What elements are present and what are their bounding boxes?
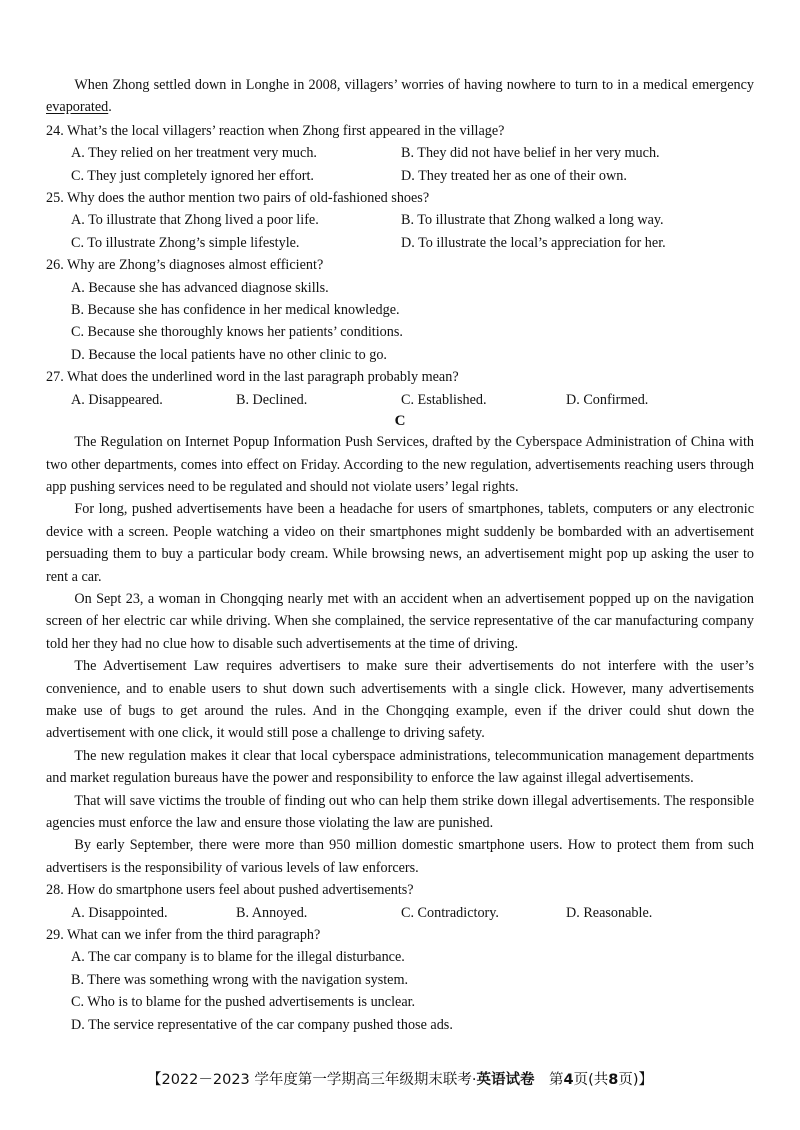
option-b: B. Declined. — [236, 391, 308, 408]
option-b: B. They did not have belief in her very much. — [401, 145, 660, 162]
question-29 — [46, 924, 754, 1036]
footer-subject: 英语试卷 — [476, 1072, 535, 1088]
question-24 — [46, 120, 754, 187]
question-27 — [46, 366, 754, 411]
footer-exam-title: 【2022－2023 学年度第一学期高三年级期末联考· — [146, 1072, 477, 1088]
passage-c — [46, 431, 754, 879]
option-c: C. Because she thoroughly knows her patients’ conditions. — [71, 324, 403, 341]
option-c: C. They just completely ignored her effort. — [71, 167, 314, 184]
underlined-word: evaporated — [46, 99, 109, 116]
passage-paragraph: For long, pushed advertisements have been a headache for users of smartphones, tablets, computers or any electronic device with a screen. People watching a video on their smartphones might suddenly be bombarded with an advertisement persuading them to buy a particular body cream. While browsing news, an advertisement might pop up asking the user to rent a car. — [46, 501, 754, 585]
options-row — [46, 232, 754, 254]
options-row — [46, 902, 754, 924]
option-a: A. The car company is to blame for the illegal disturbance. — [71, 949, 405, 966]
question-25 — [46, 187, 754, 254]
option-b: B. There was something wrong with the navigation system. — [71, 971, 409, 988]
section-heading-c: C — [394, 413, 406, 430]
option-d: D. Confirmed. — [566, 391, 649, 408]
option-d: D. Reasonable. — [566, 904, 653, 921]
question-stem: 24. What’s the local villagers’ reaction when Zhong first appeared in the village? — [46, 122, 505, 139]
option-d: D. They treated her as one of their own. — [401, 167, 627, 184]
paragraph-text-end: . — [108, 99, 112, 116]
footer-page-total: 8 — [608, 1072, 619, 1088]
option-a: A. To illustrate that Zhong lived a poor life. — [71, 212, 319, 229]
options-row — [46, 142, 754, 164]
footer-page-prefix: 第 — [534, 1072, 564, 1088]
footer-page-number: 4 — [563, 1072, 574, 1088]
paragraph-text: When Zhong settled down in Longhe in 2008, villagers’ worries of having nowhere to turn to in a medical emergency — [74, 77, 754, 93]
option-c: C. Who is to blame for the pushed advertisements is unclear. — [71, 994, 416, 1011]
passage-paragraph: On Sept 23, a woman in Chongqing nearly met with an accident when an advertisement popped up on the navigation screen of her electric car while driving. When she complained, the service representative of the car manufacturing company told her they had no clue how to disable such advertisements at the time of driving. — [46, 590, 754, 652]
question-stem: 29. What can we infer from the third paragraph? — [46, 927, 321, 944]
question-stem: 25. Why does the author mention two pairs of old-fashioned shoes? — [46, 190, 430, 207]
footer-page-suffix: 页)】 — [618, 1072, 654, 1088]
option-a: A. Disappeared. — [71, 391, 163, 408]
option-d: D. To illustrate the local’s appreciation for her. — [401, 234, 666, 251]
question-stem: 28. How do smartphone users feel about pushed advertisements? — [46, 882, 414, 899]
question-28 — [46, 879, 754, 924]
option-a: A. Because she has advanced diagnose skills. — [71, 279, 329, 296]
passage-paragraph: The new regulation makes it clear that local cyberspace administrations, telecommunication management departments and market regulation bureaus have the power and responsibility to enforce the law against illegal advertisements. — [46, 747, 754, 787]
passage-paragraph: By early September, there were more than 950 million domestic smartphone users. How to protect them from such advertisers is the responsibility of various levels of law enforcers. — [46, 837, 754, 876]
footer-page-middle: 页(共 — [573, 1072, 609, 1088]
page-content — [46, 74, 754, 1036]
passage-paragraph: That will save victims the trouble of finding out who can help them strike down illegal advertisements. The responsible agencies must enforce the law and ensure those violating the law are punished. — [46, 792, 754, 831]
question-stem: 26. Why are Zhong’s diagnoses almost efficient? — [46, 257, 324, 274]
passage-paragraph: The Regulation on Internet Popup Information Push Services, drafted by the Cyberspace Administration of China with two other departments, comes into effect on Friday. According to the new regulation, advertisements reaching users through app pushing services need to be regulated and should not violate users’ legal rights. — [46, 434, 754, 495]
option-b: B. Because she has confidence in her medical knowledge. — [71, 302, 400, 319]
option-c: C. To illustrate Zhong’s simple lifestyle. — [71, 234, 300, 251]
option-d: D. Because the local patients have no other clinic to go. — [71, 346, 387, 363]
question-26 — [46, 254, 754, 366]
option-b: B. To illustrate that Zhong walked a long way. — [401, 212, 664, 229]
option-d: D. The service representative of the car company pushed those ads. — [71, 1016, 453, 1033]
options-row — [46, 165, 754, 187]
passage-b-final-paragraph — [46, 74, 754, 119]
options-row — [46, 389, 754, 411]
option-c: C. Contradictory. — [401, 904, 499, 921]
options-row — [46, 209, 754, 231]
passage-paragraph: The Advertisement Law requires advertisers to make sure their advertisements do not interfere with the user’s convenience, and to enable users to shut down such advertisements with a single click. However, many advertisements make use of bugs to get around the rules. And in the Chongqing example, even if the driver could shut down the advertisement with one click, it would still pose a challenge to driving safety. — [46, 658, 754, 742]
question-stem: 27. What does the underlined word in the last paragraph probably mean? — [46, 369, 459, 386]
option-a: A. They relied on her treatment very much. — [71, 145, 317, 162]
option-b: B. Annoyed. — [236, 904, 308, 921]
option-c: C. Established. — [401, 391, 487, 408]
option-a: A. Disappointed. — [71, 904, 168, 921]
page-footer — [0, 1070, 800, 1090]
